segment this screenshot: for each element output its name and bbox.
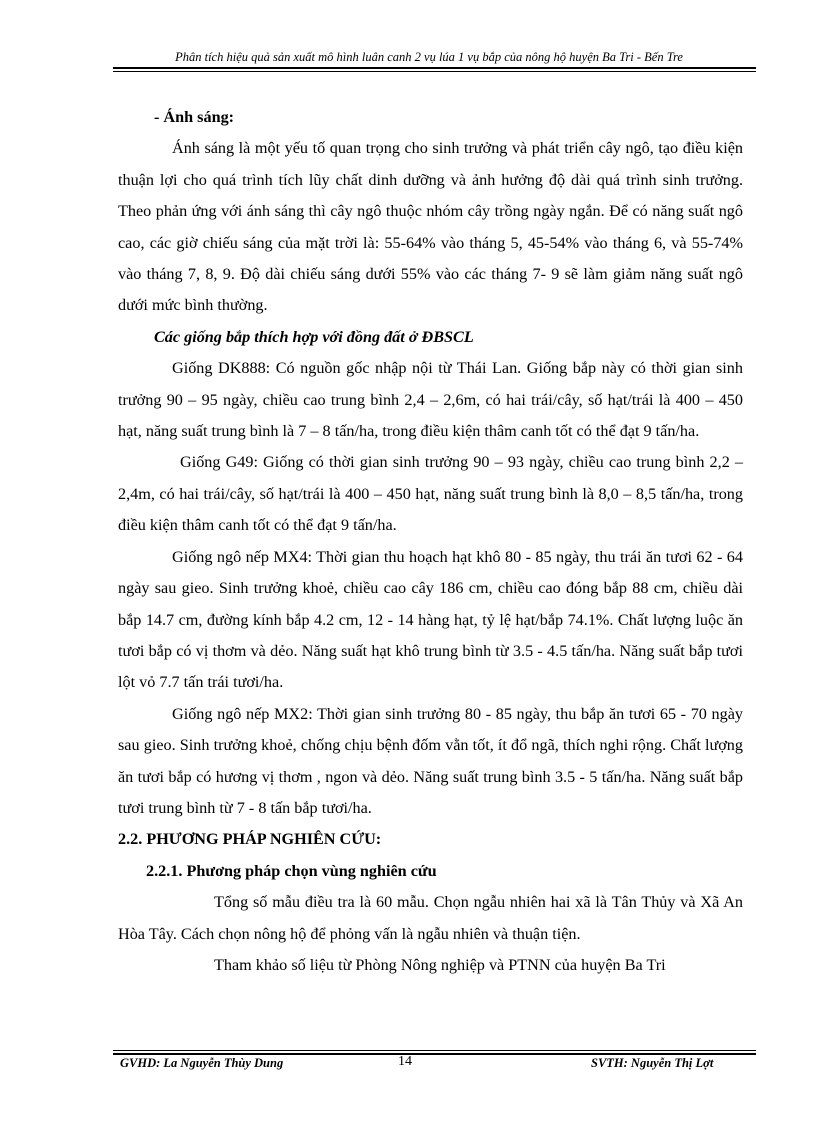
footer-rule-thick (113, 1053, 756, 1055)
section-2-2-1-heading: 2.2.1. Phương pháp chọn vùng nghiên cứu (146, 861, 437, 880)
section-2-2-heading: 2.2. PHƯƠNG PHÁP NGHIÊN CỨU: (118, 830, 382, 849)
header-rule-thick (113, 67, 756, 69)
mx4-paragraph: Giống ngô nếp MX4: Thời gian thu hoạch hạt khô 80 - 85 ngày, thu trái ăn tươi 62 - 64 ngày sau gieo. Sinh trưởng khoẻ, chiều cao cây 186 cm, chiều cao đóng bắp 88 cm, chiều dài bắp 14.7 cm, đường kính bắp 4.2 cm, 12 - 14 hàng hạt, tỷ lệ hạt/bắp 74.1%. Chất lượng luộc ăn tươi bắp có vị thơm và dẻo. Năng suất hạt khô trung bình từ 3.5 - 4.5 tấn/ha. Năng suất bắp tươi lột vỏ 7.7 tấn trái tươi/ha. (118, 547, 743, 692)
footer-rule-thin (113, 1050, 756, 1051)
page-number: 14 (398, 1054, 412, 1069)
varieties-heading: Các giống bắp thích hợp với đồng đất ở ĐBSCL (154, 327, 474, 346)
sample-paragraph: Tổng số mẫu điều tra là 60 mẫu. Chọn ngẫu nhiên hai xã là Tân Thủy và Xã An Hòa Tây. Cách chọn nông hộ để phỏng vấn là ngẫu nhiên và thuận tiện. (118, 893, 743, 943)
reference-paragraph: Tham khảo số liệu từ Phòng Nông nghiệp và PTNN của huyện Ba Tri (214, 955, 666, 974)
page-body (118, 102, 743, 981)
light-heading: - Ánh sáng: (154, 108, 235, 126)
light-paragraph: Ánh sáng là một yếu tố quan trọng cho sinh trưởng và phát triển cây ngô, tạo điều kiện thuận lợi cho quá trình tích lũy chất dinh dưỡng và ảnh hưởng độ dài quá trình sinh trưởng. Theo phản ứng với ánh sáng thì cây ngô thuộc nhóm cây trồng ngày ngắn. Để có năng suất ngô cao, các giờ chiếu sáng của mặt trời là: 55-64% vào tháng 5, 45-54% vào tháng 6, và 55-74% vào tháng 7, 8, 9. Độ dài chiếu sáng dưới 55% vào các tháng 7- 9 sẽ làm giảm năng suất ngô dưới mức bình thường. (118, 139, 743, 315)
dk888-paragraph: Giống DK888: Có nguồn gốc nhập nội từ Thái Lan. Giống bắp này có thời gian sinh trưởng 90 – 95 ngày, chiều cao trung bình 2,4 – 2,6m, có hai trái/cây, số hạt/trái là 400 – 450 hạt, năng suất trung bình là 7 – 8 tấn/ha, trong điều kiện thâm canh tốt có thể đạt 9 tấn/ha. (118, 359, 743, 441)
footer-advisor: GVHD: La Nguyễn Thùy Dung (120, 1056, 284, 1070)
g49-paragraph: Giống G49: Giống có thời gian sinh trưởng 90 – 93 ngày, chiều cao trung bình 2,2 – 2,4m, có hai trái/cây, số hạt/trái là 400 – 450 hạt, năng suất trung bình là 8,0 – 8,5 tấn/ha, trong điều kiện thâm canh tốt có thể đạt 9 tấn/ha. (118, 453, 743, 535)
footer-student: SVTH: Nguyễn Thị Lợt (591, 1056, 714, 1070)
header-rule-thin (113, 71, 756, 72)
running-header: Phân tích hiệu quả sản xuất mô hình luân canh 2 vụ lúa 1 vụ bắp của nông hộ huyện Ba Tri - Bến Tre (175, 50, 683, 64)
mx2-paragraph: Giống ngô nếp MX2: Thời gian sinh trưởng 80 - 85 ngày, thu bắp ăn tươi 65 - 70 ngày sau gieo. Sinh trưởng khoẻ, chống chịu bệnh đốm vằn tốt, ít đổ ngã, thích nghi rộng. Chất lượng ăn tươi bắp có hương vị thơm , ngon và dẻo. Năng suất trung bình 3.5 - 5 tấn/ha. Năng suất bắp tươi trung bình từ 7 - 8 tấn bắp tươi/ha. (118, 704, 743, 817)
